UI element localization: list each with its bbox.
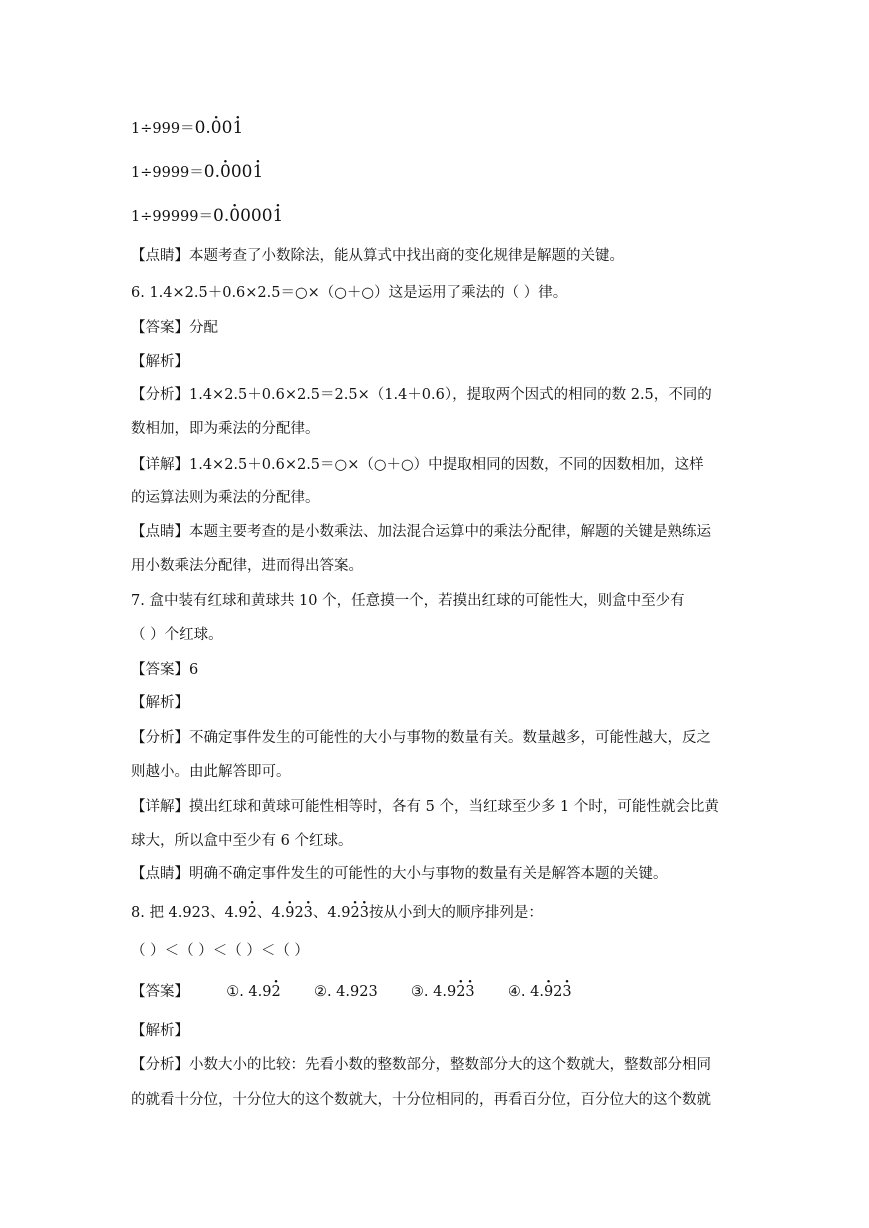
q7-fenxi-line-1: 【分析】不确定事件发生的可能性的大小与事物的数量有关。数量越多，可能性越大，反之 xyxy=(131,730,711,746)
repeat-digit: · 9 xyxy=(544,982,553,1002)
q6-jiexi-heading: 【解析】 xyxy=(131,354,189,370)
repeat-start-digit: · 0 xyxy=(211,118,222,138)
answer-text: ④. 4. xyxy=(507,984,544,1000)
q6-fenxi-line-1: 【分析】1.4×2.5＋0.6×2.5＝2.5×（1.4＋0.6），提取两个因式的相同的数 2.5，不同的 xyxy=(131,387,712,403)
answer-text: ①. 4.9 xyxy=(226,984,272,1000)
q7-fenxi-line-2: 则越小。由此解答即可。 xyxy=(131,764,291,780)
repeat-end-digit: · 1 xyxy=(273,206,284,226)
division-line-99999 xyxy=(131,206,283,227)
q6-xiangjie-line-2: 的运算法则为乘法的分配律。 xyxy=(131,490,320,506)
q8-fenxi-line-1: 【分析】小数大小的比较：先看小数的整数部分，整数部分大的这个数就大，整数部分相同 xyxy=(131,1057,711,1073)
division-expression: 1÷999＝ xyxy=(131,121,195,137)
q6-dianjing-line-2: 用小数乘法分配律，进而得出答案。 xyxy=(131,558,363,574)
q6-xiangjie-line-1: 【详解】1.4×2.5＋0.6×2.5＝○×（○＋○）中提取相同的因数，不同的因数相加，这样 xyxy=(131,457,704,473)
division-expression: 1÷9999＝ xyxy=(131,165,204,181)
repeating-decimal xyxy=(195,118,244,138)
repeat-digit: · 2 xyxy=(456,982,465,1002)
repeating-decimal xyxy=(213,206,283,226)
q8-text: 2 xyxy=(294,905,304,921)
q8-blanks: （ ）＜（ ）＜（ ）＜（ ） xyxy=(131,943,309,959)
repeat-end-digit: · 1 xyxy=(252,162,263,182)
repeat-end-digit: · 1 xyxy=(232,118,243,138)
decimal-prefix: 0. xyxy=(203,162,221,182)
q8-question xyxy=(131,903,543,923)
q8-answer-1 xyxy=(226,982,281,1002)
repeat-digit: · 2 xyxy=(272,982,281,1002)
division-line-999 xyxy=(131,118,243,139)
q7-question-line-2: （ ）个红球。 xyxy=(131,627,223,643)
repeat-digit: · 9 xyxy=(285,903,294,923)
q5-dianjing: 【点睛】本题考查了小数除法，能从算式中找出商的变化规律是解题的关键。 xyxy=(131,248,624,264)
q6-answer: 【答案】分配 xyxy=(131,320,218,336)
q8-text: 、4. xyxy=(256,905,286,921)
repeat-digit: · 3 xyxy=(304,903,313,923)
q8-answer-3 xyxy=(411,982,475,1002)
q6-question: 6. 1.4×2.5＋0.6×2.5＝○×（○＋○）这是运用了乘法的（ ）律。 xyxy=(131,285,568,301)
repeat-digit: · 3 xyxy=(465,982,474,1002)
q8-answer-2: ②. 4.923 xyxy=(313,984,378,1000)
decimal-prefix: 0. xyxy=(213,206,230,226)
q8-text: 按从小到大的顺序排列是： xyxy=(368,905,543,921)
q6-fenxi-line-2: 数相加，即为乘法的分配律。 xyxy=(131,421,320,437)
q8-text: 、4.9 xyxy=(312,905,351,921)
repeat-digit: · 3 xyxy=(360,903,369,923)
repeat-middle-digits: 000 xyxy=(240,206,273,226)
q7-jiexi-heading: 【解析】 xyxy=(131,695,189,711)
q7-dianjing: 【点睛】明确不确定事件发生的可能性的大小与事物的数量有关是解答本题的关键。 xyxy=(131,866,668,882)
repeat-middle-digits: 0 xyxy=(221,118,233,138)
answer-label: 【答案】 xyxy=(131,984,189,1000)
answer-text: ③. 4.9 xyxy=(410,984,457,1000)
q8-answer-4 xyxy=(508,982,572,1002)
repeating-decimal xyxy=(204,162,264,182)
division-expression: 1÷99999＝ xyxy=(131,209,214,225)
q7-xiangjie-line-1: 【详解】摸出红球和黄球可能性相等时，各有 5 个，当红球至少多 1 个时，可能性就会比黄 xyxy=(131,799,719,815)
division-line-9999 xyxy=(131,162,263,183)
repeat-start-digit: · 0 xyxy=(229,206,240,226)
repeat-digit: · 2 xyxy=(248,903,257,923)
q8-fenxi-line-2: 的就看十分位，十分位大的这个数就大，十分位相同的，再看百分位，百分位大的这个数就 xyxy=(131,1092,711,1108)
answer-text: 2 xyxy=(553,984,563,1000)
q7-answer: 【答案】6 xyxy=(131,662,199,678)
q7-xiangjie-line-2: 球大，所以盒中至少有 6 个红球。 xyxy=(131,833,353,849)
repeat-digit: · 2 xyxy=(350,903,359,923)
repeat-middle-digits: 00 xyxy=(230,162,253,182)
q8-text: 8. 把 4.923、4.9 xyxy=(131,905,248,921)
repeat-start-digit: · 0 xyxy=(220,162,231,182)
q7-question-line-1: 7. 盒中装有红球和黄球共 10 个，任意摸一个，若摸出红球的可能性大，则盒中至少有 xyxy=(131,593,685,609)
q6-dianjing-line-1: 【点睛】本题主要考查的是小数乘法、加法混合运算中的乘法分配律，解题的关键是熟练运 xyxy=(131,524,711,540)
q8-jiexi-heading: 【解析】 xyxy=(131,1023,189,1039)
repeat-digit: · 3 xyxy=(562,982,571,1002)
q8-answer xyxy=(131,982,572,1002)
decimal-prefix: 0. xyxy=(194,118,211,138)
